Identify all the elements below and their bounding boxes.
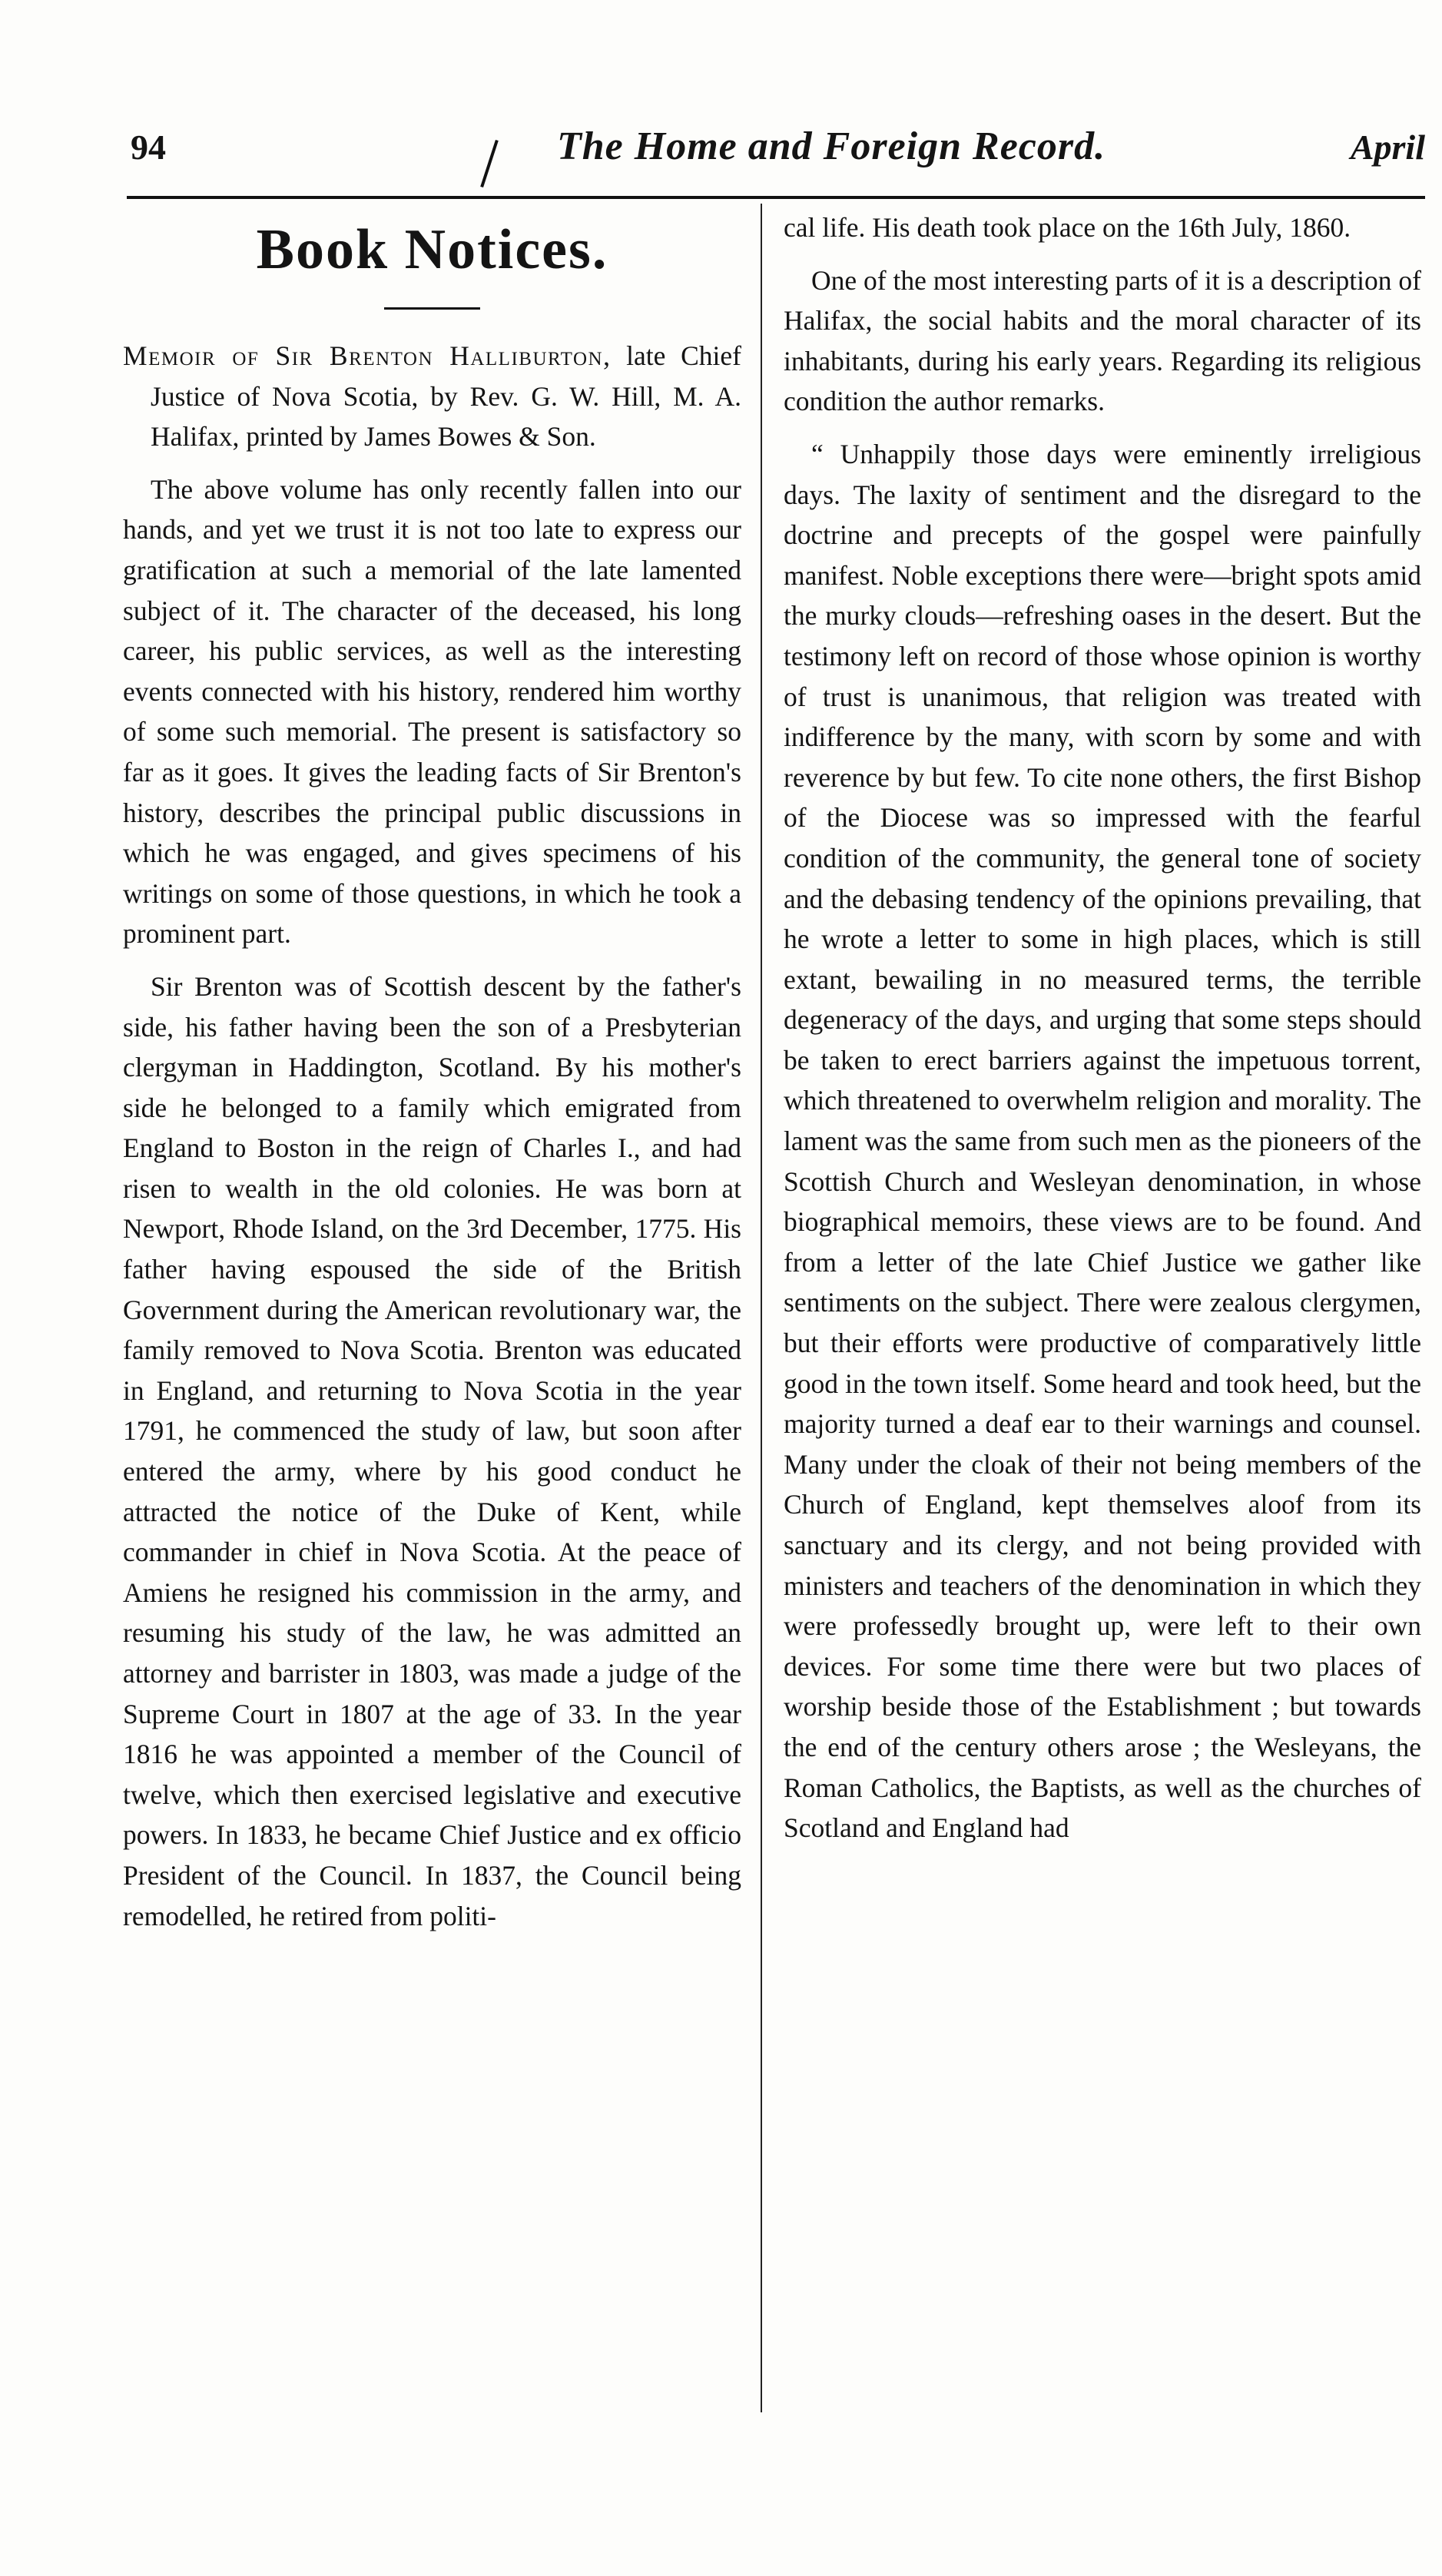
book-citation-details: late Chief Justice of Nova Scotia, by Rev. G. W. Hill, M. A. Halifax, printed by James Bowes & Son. xyxy=(151,340,741,453)
paragraph: One of the most interesting parts of it is a description of Halifax, the social habits and the moral character of its inhabitants, during his early years. Regarding its religious condition the author remarks. xyxy=(784,264,1421,417)
title-rule xyxy=(384,307,480,310)
book-citation-title: Memoir of Sir Brenton Halliburton, xyxy=(123,340,612,371)
left-column xyxy=(123,207,741,1936)
running-title: The Home and Foreign Record. xyxy=(557,124,1106,168)
quoted-paragraph: “ Unhappily those days were eminently irreligious days. The laxity of sentiment and the disregard to the doctrine and precepts of the gospel were painfully manifest. Noble exceptions there were—bright spots amid the murky clouds—refreshing oases in the desert. But the testimony left on record of those whose opinion is worthy of trust is unanimous, that religion was treated with indifference by the many, with scorn by some and with reverence by but few. To cite none others, the first Bishop of the Diocese was so impressed with the fearful condition of the community, the general tone of society and the debasing tendency of the opinions prevailing, that he wrote a letter to some in high places, which is still extant, bewailing in no measured terms, the terrible degeneracy of the days, and urging that some steps should be taken to erect barriers against the impetuous torrent, which threatened to overwhelm religion and morality. The lament was the same from such men as the pioneers of the Scottish Church and Wesleyan denomination, in whose biographical memoirs, these views are to be found. And from a letter of the late Chief Justice we gather like sentiments on the subject. There were zealous clergymen, but their efforts were productive of comparatively little good in the town itself. Some heard and took heed, but the majority turned a deaf ear to their warnings and counsel. Many under the cloak of their not being members of the Church of England, kept themselves aloof from its sanctuary and its clergy, and not being provided with ministers and teachers of the denomination in which they were professedly brought up, were left to their own devices. For some time there were but two places of worship beside those of the Establishment ; but towards the end of the century others arose ; the Wesleyans, the Roman Catholics, the Baptists, as well as the churches of Scotland and England had xyxy=(784,438,1421,1844)
paragraph: The above volume has only recently fallen into our hands, and yet we trust it is not too late to express our gratification at such a memorial of the late lamented subject of it. The character of the deceased, his long career, his public services, as well as the interesting events connected with his history, rendered him worthy of some such memorial. The present is satisfactory so far as it goes. It gives the leading facts of Sir Brenton's history, describes the principal public discussions in which he was engaged, and gives specimens of his writings on some of those questions, in which he took a prominent part. xyxy=(123,473,741,950)
header-rule xyxy=(127,196,1425,199)
issue-month: April xyxy=(1350,128,1425,167)
right-column xyxy=(784,207,1421,1848)
page-number: 94 xyxy=(131,128,166,167)
pen-mark xyxy=(480,140,499,187)
column-divider xyxy=(761,204,762,2412)
book-citation xyxy=(123,336,741,457)
page-header xyxy=(127,124,1425,188)
section-title: Book Notices. xyxy=(256,218,608,281)
paragraph: Sir Brenton was of Scottish descent by the father's side, his father having been the son of a Presbyterian clergyman in Haddington, Scotland. By his mother's side he belonged to a family which emigrated from England to Boston in the reign of Charles I., and had risen to wealth in the old colonies. He was born at Newport, Rhode Island, on the 3rd December, 1775. His father having espoused the side of the British Government during the American revolutionary war, the family removed to Nova Scotia. Brenton was educated in England, and returning to Nova Scotia in the year 1791, he commenced the study of law, but soon after entered the army, where by his good conduct he attracted the notice of the Duke of Kent, while commander in chief in Nova Scotia. At the peace of Amiens he resigned his commission in the army, and resuming his study of the law, he was admitted an attorney and barrister in 1803, was made a judge of the Supreme Court in 1807 at the age of 33. In the year 1816 he was appointed a member of the Council of twelve, which then exercised legislative and executive powers. In 1833, he became Chief Justice and ex officio President of the Council. In 1837, the Council being remodelled, he retired from politi- xyxy=(123,970,741,1931)
paragraph-continuation: cal life. His death took place on the 16th July, 1860. xyxy=(784,212,1351,243)
